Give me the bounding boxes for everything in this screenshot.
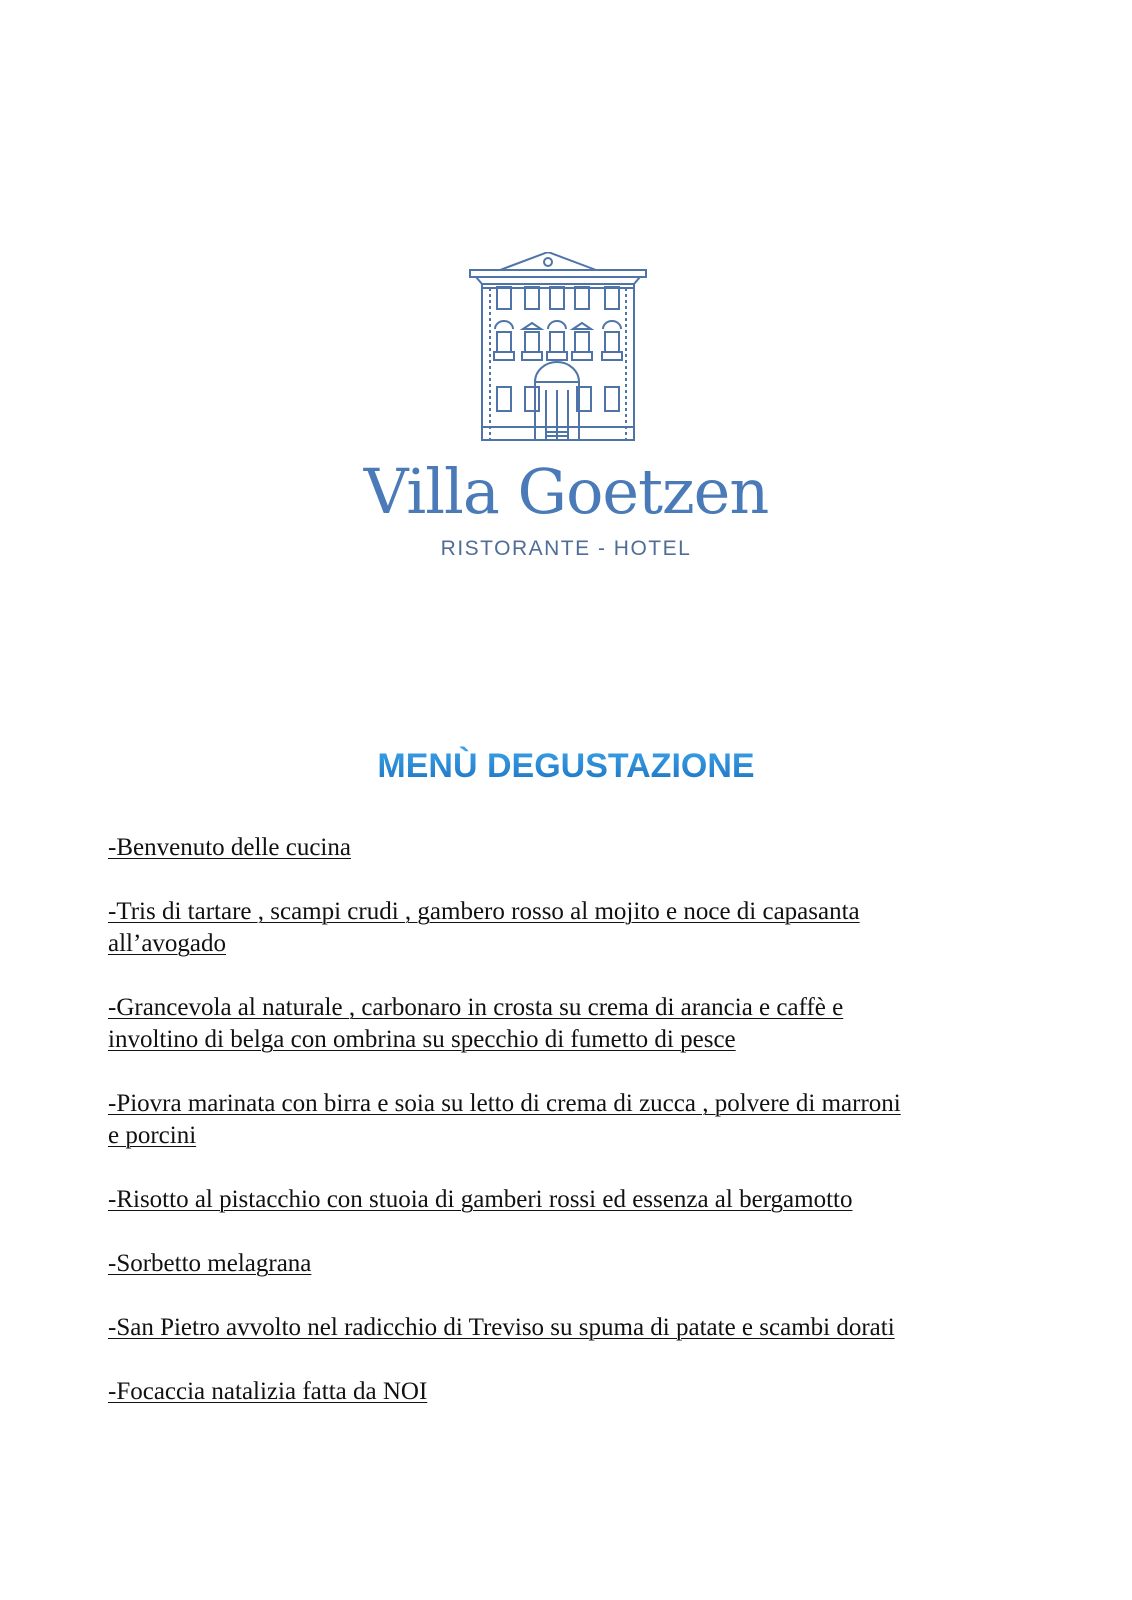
logo-subtitle: RISTORANTE - HOTEL: [440, 537, 692, 560]
menu-item: [108, 1088, 1028, 1152]
menu-item: [108, 896, 1028, 960]
menu-item-line2: involtino di belga con ombrina su specchio di fumetto di pesce: [108, 1026, 736, 1053]
menu-item-line1: -Sorbetto melagrana: [108, 1250, 312, 1277]
menu-item-line1: -San Pietro avvolto nel radicchio di Treviso su spuma di patate e scambi dorati: [108, 1314, 895, 1341]
menu-item: [108, 1312, 1028, 1344]
menu-title: MENÙ DEGUSTAZIONE: [0, 746, 1132, 786]
menu-item-line1: -Tris di tartare , scampi crudi , gambero rosso al mojito e noce di capasanta: [108, 898, 860, 925]
menu-item-line2: all’avogado: [108, 930, 227, 957]
logo-name: Villa Goetzen: [363, 455, 769, 528]
menu-item-line1: -Focaccia natalizia fatta da NOI: [108, 1378, 428, 1405]
villa-building-icon: [468, 252, 656, 452]
menu-item-line1: -Piovra marinata con birra e soia su letto di crema di zucca , polvere di marroni: [108, 1090, 901, 1117]
menu-item-line1: -Grancevola al naturale , carbonaro in crosta su crema di arancia e caffè e: [108, 994, 844, 1021]
menu-item-line2: e porcini: [108, 1122, 197, 1149]
menu-item: [108, 1248, 1028, 1280]
menu-item-line1: -Benvenuto delle cucina: [108, 834, 351, 861]
menu-item: [108, 1376, 1028, 1408]
menu-item: [108, 1184, 1028, 1216]
menu-item-line1: -Risotto al pistacchio con stuoia di gamberi rossi ed essenza al bergamotto: [108, 1186, 853, 1213]
menu-item: [108, 832, 1028, 864]
menu-list: [108, 832, 1028, 1440]
menu-item: [108, 992, 1028, 1056]
